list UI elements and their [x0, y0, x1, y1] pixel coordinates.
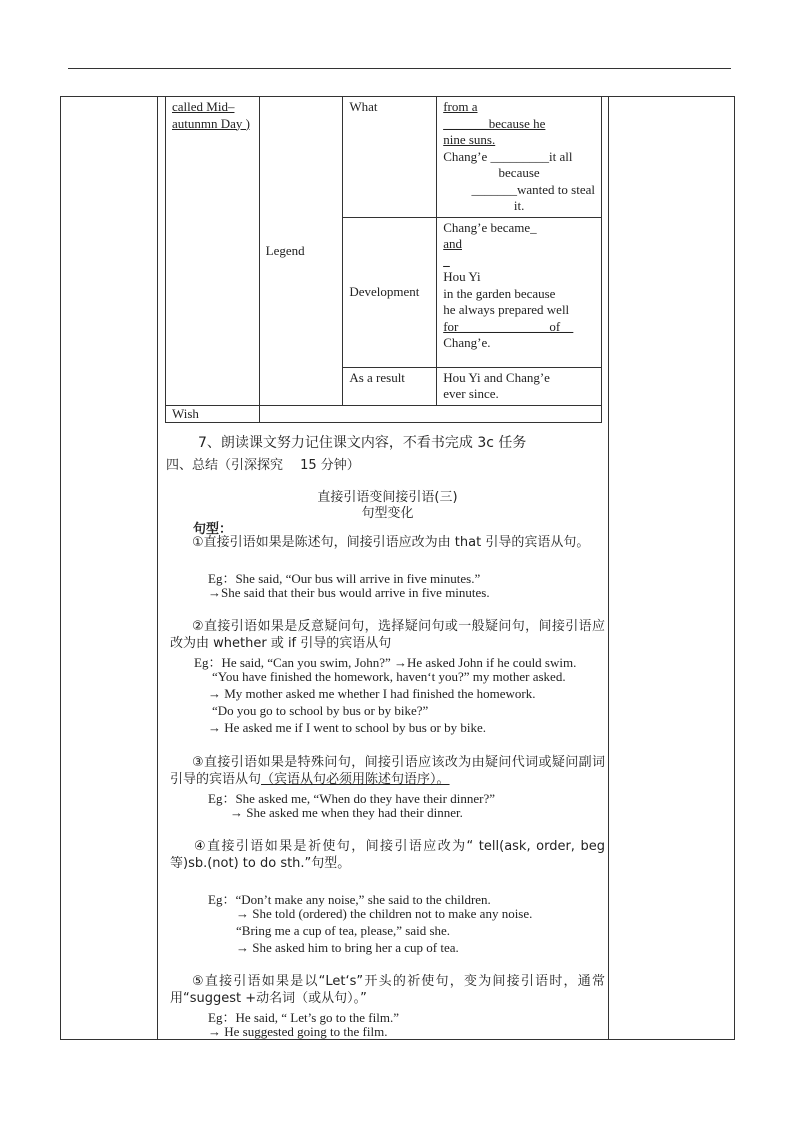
what-line: it.	[513, 198, 525, 213]
rule-3-example: → She asked me when they had their dinner.	[230, 805, 463, 820]
rule-5: ⑤直接引语如果是以“Let‘s”开头的祈使句，变为间接引语时，通常用“suggest +动名词（或从句）。”	[170, 974, 605, 1006]
rule-2-example: Eg：He said, “Can you swim, John?” →He asked John if he could swim.	[194, 655, 577, 670]
dev-line: and	[443, 236, 462, 251]
development-cell	[437, 217, 602, 367]
heading-sentence-change: 句型变化	[361, 506, 414, 521]
festival-cell: called Mid– autunmn Day )	[166, 97, 260, 406]
column-divider-left	[157, 96, 158, 1040]
rule-5-example: → He suggested going to the film.	[208, 1024, 388, 1039]
rule-1-example: →She said that their bus would arrive in five minutes.	[208, 585, 490, 600]
rule-3-note: （宾语从句必须用陈述句语序）。	[261, 772, 450, 787]
development-label: Development	[343, 217, 437, 367]
header-rule	[68, 68, 731, 69]
rule-2-example: “You have finished the homework, haven‘t you?” my mother asked.	[212, 669, 566, 684]
wish-cell	[259, 405, 601, 423]
section-4-title: 四、总结（引深探究 15 分钟）	[166, 458, 360, 473]
what-cell	[437, 97, 602, 218]
rule-1: ①直接引语如果是陈述句，间接引语应改为由 that 引导的宾语从句。	[192, 535, 590, 550]
dev-line: Chang’e became_	[443, 219, 537, 235]
result-label: As a result	[343, 367, 437, 405]
task-7: 7、朗读课文努力记住课文内容，不看书完成 3c 任务	[198, 435, 527, 451]
what-line: Chang’e _________it all	[443, 148, 573, 164]
rule-3: ③直接引语如果是特殊问句，间接引语应该改为由疑问代词或疑问副词引导的宾语从句（宾语从句必须用陈述句语序）。	[170, 755, 605, 787]
rule-2-example: → My mother asked me whether I had finished the homework.	[208, 686, 536, 701]
rule-3-example: Eg：She asked me, “When do they have their dinner?”	[208, 791, 495, 806]
rule-4: ④直接引语如果是祈使句，间接引语应改为“ tell(ask, order, beg 等)sb.(not) to do sth.”句型。	[170, 839, 605, 871]
what-line: _______wanted to steal	[471, 181, 595, 197]
legend-cell: Legend	[259, 97, 343, 406]
what-line: nine suns.	[443, 132, 496, 147]
what-line: from a	[443, 99, 478, 114]
wish-label: Wish	[166, 405, 260, 423]
rule-2-example: “Do you go to school by bus or by bike?”	[212, 703, 429, 718]
rule-1-example: Eg：She said, “Our bus will arrive in five minutes.”	[208, 571, 481, 586]
dev-line: _	[443, 252, 450, 268]
dev-line: he always prepared well	[443, 302, 570, 317]
what-line: because	[498, 165, 540, 180]
rule-4-example: → She asked him to bring her a cup of tea.	[236, 940, 459, 955]
rule-2: ②直接引语如果是反意疑问句，选择疑问句或一般疑问句，间接引语应改为由 whether 或 if 引导的宾语从句	[170, 619, 605, 651]
column-divider-right	[608, 96, 609, 1040]
rule-4-example: Eg：“Don’t make any noise,” she said to the children.	[208, 892, 491, 907]
rule-4-example: “Bring me a cup of tea, please,” said she.	[236, 923, 451, 938]
what-label: What	[343, 97, 437, 218]
result-cell: Hou Yi and Chang’e ever since.	[437, 367, 602, 405]
story-table	[165, 96, 602, 423]
dev-line: in the garden because	[443, 285, 556, 301]
rule-5-example: Eg：He said, “ Let’s go to the film.”	[208, 1010, 399, 1025]
what-line: _______because he	[443, 115, 546, 131]
heading-indirect-speech: 直接引语变间接引语(三)	[317, 490, 458, 505]
dev-line: Chang’e.	[443, 335, 491, 350]
rule-4-example: → She told (ordered) the children not to make any noise.	[236, 906, 533, 921]
dev-line: Hou Yi	[443, 269, 481, 284]
rule-2-example: → He asked me if I went to school by bus or by bike.	[208, 720, 487, 735]
dev-line: for______________of__	[443, 318, 574, 334]
pattern-label: 句型：	[193, 522, 233, 537]
